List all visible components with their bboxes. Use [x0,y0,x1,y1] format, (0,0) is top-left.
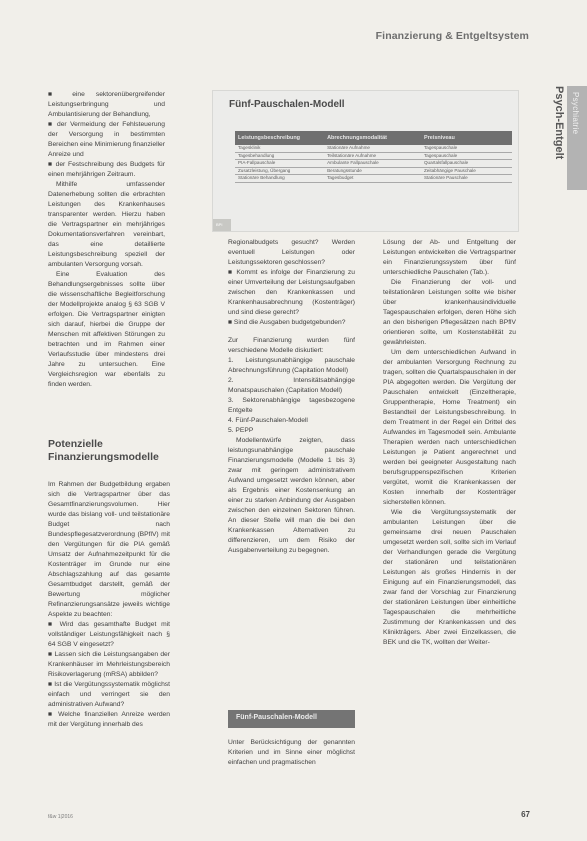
paragraph: ■ eine sektorenübergreifender Leistungserbringung und Ambulantisierung der Behandlung, [48,91,165,118]
paragraph: 1. Leistungsunabhängige pauschale Abrechnungsführung (Capitation Modell) [228,357,355,374]
paragraph: 3. Sektorenabhängige tagesbezogene Entgelte [228,397,355,414]
box-tag-label: BPI [216,222,223,227]
paragraph: 5. PEPP [228,427,254,434]
table-row [235,168,512,176]
footer-issue: f&w 1|2016 [48,814,73,820]
paragraph: ■ Sind die Ausgaben budgetgebunden? [228,319,346,326]
running-header: Finanzierung & Entgeltsystem [375,30,529,42]
table-cell: PIA-Fallpauschale [238,160,276,165]
table-cell: Quartalsfallpauschale [423,160,469,165]
page-number: 67 [521,810,530,819]
paragraph: ■ Kommt es infolge der Finanzierung zu einer Umverteilung der Leistungsaufgaben zwischen den Krankenkassen und Krankenhausabrechnung (Kostenträger) und sind diese gerecht? [228,269,355,316]
side-tab-label: Psychiatrie [571,92,580,135]
body-column-2 [228,238,355,698]
paragraph: Die Finanzierung der voll- und teilstationären Leistungen sollte wie bisher über krankenhausindividuelle Tagespauschalen erfolgen, deren Höhe sich an den bisherigen Pflegesätzen nach BPflV orientieren sollte, um Kostenstabilität zu gewährleisten. [383,279,516,346]
table-row [235,160,512,168]
table-cell: Stationäre Pauschale [423,175,468,180]
paragraph: ■ der Festschreibung des Budgets für einen mehrjährigen Zeitraum. [48,161,165,178]
paragraph: ■ Wird das gesamthafte Budget mit vollständiger Leistungsfähigkeit nach § 64 SGB V eingesetzt? [48,621,170,648]
table-cell: Zusatzleistung, Übergang [238,167,291,173]
body-column-3 [383,238,516,828]
table-cell: Tagesbehandlung [238,152,275,158]
info-box-title: Fünf-Pauschalen-Modell [229,99,345,110]
paragraph: ■ Ist die Vergütungssystematik möglichst einfach und verringert sie den administrativen Aufwand? [48,681,170,708]
body-column-1-bottom [48,480,170,820]
paragraph: 2. Intensitätsabhängige Monatspauschalen (Capitation Modell) [228,377,355,394]
table-cell: Teilstationäre Aufnahme [327,152,377,158]
paragraph: ■ Lassen sich die Leistungsangaben der Krankenhäuser im Mehrleistungsbereich Risikoverlagerung (mRSA) abbilden? [48,651,170,678]
table-cell: Stationäre Behandlung [238,175,285,180]
table-cell: Tagespauschale [423,152,458,158]
paragraph: Mithilfe umfassender Datenerhebung sollten die erbrachten Leistungen des Krankenhauses transparenter werden. Hierzu haben die Vertragspartner ein mehrjähriges Dokumentationsverfahren vereinbart, das eine detaillierte Leistungsbeschreibung speziell der ambulanten Versorgung vorsah. [48,181,165,268]
body-column-1-top [48,90,165,408]
subheading-box [228,710,355,728]
paragraph: 4. Fünf-Pauschalen-Modell [228,417,308,424]
table-cell: Tagespauschale [423,145,458,150]
table-cell: Ambulante Fallpauschale [327,160,379,165]
paragraph: ■ Welche finanziellen Anreize werden mit der Vergütung innerhalb des [48,711,170,728]
paragraph: Um dem unterschiedlichen Aufwand in der ambulanten Versorgung Rechnung zu tragen, sollten die Quartalspauschalen in der PIA abgegolten werden. Die Vergütung der Pauschalen entwickelt (Einzeltherapie, Gruppentherapie, Home Treatment) ein Bestandteil der Leistungsbeschreibung. In dem Treatment in der Regel ein Drittel des Aufwandes im Tagesmodell sein. Ambulante Therapien werden nach unterschiedlichen Leistungen je Patient angerechnet und werden bei geeigneter Ausgestaltung nach berufsgruppenspezifischen Kriterien vergütet, womit die Krankenkassen der Kosten innerhalb der Kostenträger sicherstellen können. [383,349,516,506]
table-header-row [235,131,512,145]
table-cell: Beratungsstunde [327,167,362,173]
body-column-2-bottom [228,738,355,828]
table-cell: Zeitabhängige Pauschale [423,167,476,173]
table-header-cell: Leistungsbeschreibung [238,135,301,141]
table-header-cell: Abrechnungsmodalität [327,135,387,141]
table-cell: Tagesklinik [238,145,261,150]
paragraph: Zur Finanzierung wurden fünf verschiedene Modelle diskutiert: [228,337,355,354]
box-corner-tag [213,219,231,231]
pauschalen-table [235,131,512,183]
info-box-table [212,90,519,232]
paragraph: Regionalbudgets gesucht? Werden eventuell Leistungen oder Leistungssektoren geschlossen? [228,239,355,266]
table-row [235,175,512,183]
paragraph: Eine Evaluation des Behandlungsergebnisses sollte über die wissenschaftliche Begleitforschung der Modellprojekte analog § 63 SGB V erfolgen. Die Vertragspartner einigten sich darauf, hierbei die Gruppe der Menschen mit affektiven Störungen zu betrachten und im Rahmen einer Verlaufsstudie über mindestens drei Jahre zu untersuchen. Eine Vergleichsregion war ebenfalls zu finden werden. [48,271,165,388]
table-row [235,153,512,161]
section-side-tab[interactable] [567,86,587,190]
paragraph: Modellentwürfe zeigten, dass leistungsunabhängige pauschale Finanzierungsmodelle (Modelle 1 bis 3) zwar mit geringem administrativem Aufwand umgesetzt werden können, aber als Ergebnis einer Kostensenkung an einer zu starken Anbindung der Ausgaben zwischen den einzelnen Sektoren führen. An dieser Stelle will man die bei den Krankenkassen Alternativen zu differenzieren, um dem Risiko der Ausgabenverteilung zu begegnen. [228,437,355,554]
paragraph: Unter Berücksichtigung der genannten Kriterien und im Sinne einer möglichst einfachen und pragmatischen [228,739,355,766]
table-cell: Stationäre Aufnahme [327,145,370,150]
paragraph: Lösung der Ab- und Entgeltung der Leistungen entwickelten die Vertragspartner ein Finanzierungssystem über fünf unterschiedliche Pauschalen (Tab.). [383,239,516,276]
paragraph: Im Rahmen der Budgetbildung ergaben sich die Vertragspartner über das Gesamtfinanzierungsvolumen. Hier wurde das bislang voll- und teilstationäre Budget nach Bundespflegesatzverordnung (BPflV) mit den Vergütungen für die PIA gemäß Umsatz der Aufnahmezeitpunkt für die Kostenträger im Grunde nur eine Abschlagszahlung auf das gesamte Gesamtbudget darstellt, gemäß der Bewertung möglicher Refinanzierungsansätze jeweils wichtige Aspekte zu beachten: [48,481,170,618]
table-header-cell: Preisniveau [423,135,455,141]
table-cell: Tagesbudget [327,175,354,180]
paragraph: Wie die Vergütungssystematik der ambulanten Leistungen über die gemeinsame drei neuen Pauschalen umgesetzt werden soll, sollte sich im Verlauf der Verhandlungen gerade die Vergütung der stationären und teilstationären Leistungen als großes Hindernis in der Einigung auf ein Finanzierungsmodell, das zwar fand der Vorschlag zur Finanzierung der stationären Leistungen über einheitliche Tagespauschalen die mehrheitliche Zustimmung der Krankenkassen und des Klinikträgers. Aber zwei Einzelkassen, die BEK und die TK, wollten der Weiter- [383,509,516,646]
paragraph: ■ der Vermeidung der Fehlsteuerung der Versorgung in bestimmten Bereichen eine Minimierung finanzieller Anreize und [48,121,165,158]
section-side-label: Psych-Entgelt [553,86,565,160]
table-row [235,145,512,153]
section-heading: Potenzielle Finanzierungsmodelle [48,438,159,463]
subheading-box-title: Fünf-Pauschalen-Modell [236,714,317,721]
